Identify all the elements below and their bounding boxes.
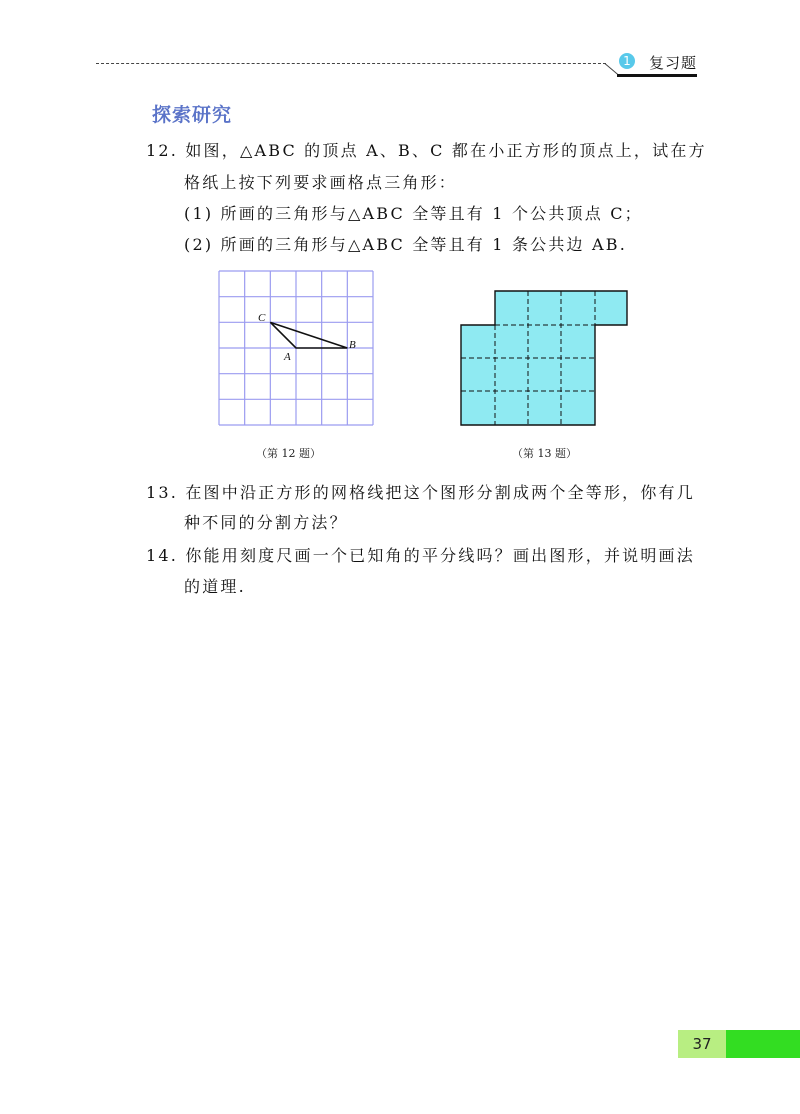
problem-12-line-1 — [146, 138, 707, 161]
figure-13-shape — [460, 290, 630, 428]
problem-12-line-2: 格纸上按下列要求画格点三角形： — [184, 173, 458, 192]
problem-14-line-1 — [146, 543, 695, 566]
header-bar — [617, 74, 697, 77]
point-label-c: C — [258, 312, 266, 324]
problem-number: 13. — [146, 483, 179, 502]
figure-12-grid — [218, 270, 374, 426]
point-label-b: B — [349, 339, 356, 351]
chapter-number-badge: 1 — [619, 53, 635, 69]
problem-number: 14. — [146, 546, 179, 565]
problem-text: 在图中沿正方形的网格线把这个图形分割成两个全等形，你有几 — [185, 483, 695, 502]
problem-number: 12. — [146, 141, 179, 160]
problem-text: 如图，△ABC 的顶点 A、B、C 都在小正方形的顶点上，试在方 — [185, 141, 707, 160]
chapter-title: 复习题 — [649, 54, 698, 72]
problem-13-line-2: 种不同的分割方法？ — [184, 513, 348, 532]
page-number-tab — [678, 1030, 800, 1058]
problem-text: 你能用刻度尺画一个已知角的平分线吗？画出图形，并说明画法 — [185, 546, 695, 565]
page-number: 37 — [692, 1035, 712, 1053]
figure-13-caption: （第 13 题） — [512, 447, 577, 460]
problem-14-line-2: 的道理. — [184, 577, 246, 596]
section-heading: 探索研究 — [152, 104, 233, 126]
figure-12-caption: （第 12 题） — [256, 447, 321, 460]
problem-12-part-2: (2) 所画的三角形与△ABC 全等且有 1 条公共边 AB. — [184, 235, 628, 254]
problem-13-line-1 — [146, 480, 695, 503]
page-tab-bright — [726, 1030, 800, 1058]
header-dashed-rule — [96, 63, 606, 64]
point-label-a: A — [284, 351, 291, 363]
triangle-abc — [270, 322, 347, 348]
problem-12-part-1: (1) 所画的三角形与△ABC 全等且有 1 个公共顶点 C； — [184, 204, 643, 223]
